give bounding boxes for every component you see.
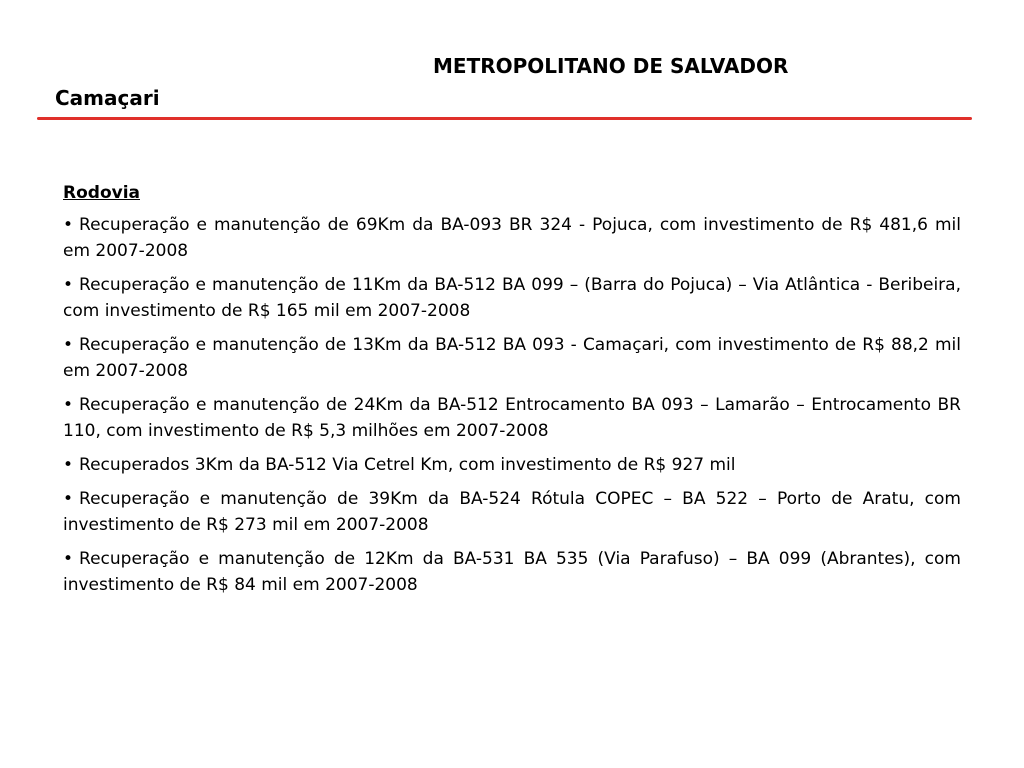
bullet-icon: • — [63, 215, 74, 235]
content-area — [63, 180, 961, 606]
list-item — [63, 546, 961, 598]
list-item-text: Recuperação e manutenção de 24Km da BA-512 Entrocamento BA 093 – Lamarão – Entrocamento BR 110, com investimento de R$ 5,3 milhões em 2007-2008 — [63, 395, 961, 441]
list-item-text: Recuperação e manutenção de 69Km da BA-093 BR 324 - Pojuca, com investimento de R$ 481,6 mil em 2007-2008 — [63, 215, 961, 261]
section-heading: Rodovia — [63, 183, 140, 203]
bullet-icon: • — [63, 549, 74, 569]
bullet-icon: • — [63, 455, 74, 475]
bullet-icon: • — [63, 275, 74, 295]
list-item — [63, 486, 961, 538]
list-item — [63, 452, 961, 478]
list-item-text: Recuperação e manutenção de 13Km da BA-512 BA 093 - Camaçari, com investimento de R$ 88,2 mil em 2007-2008 — [63, 335, 961, 381]
list-item — [63, 332, 961, 384]
page-subtitle: Camaçari — [55, 86, 160, 110]
list-item-text: Recuperação e manutenção de 11Km da BA-512 BA 099 – (Barra do Pojuca) – Via Atlântica - Beribeira, com investimento de R$ 165 mil em 2007-2008 — [63, 275, 961, 321]
list-item-text: Recuperação e manutenção de 39Km da BA-524 Rótula COPEC – BA 522 – Porto de Aratu, com investimento de R$ 273 mil em 2007-2008 — [63, 489, 961, 535]
bullet-list — [63, 212, 961, 598]
list-item-text: Recuperação e manutenção de 12Km da BA-531 BA 535 (Via Parafuso) – BA 099 (Abrantes), com investimento de R$ 84 mil em 2007-2008 — [63, 549, 961, 595]
list-item — [63, 212, 961, 264]
header-divider — [37, 117, 972, 120]
bullet-icon: • — [63, 395, 74, 415]
bullet-icon: • — [63, 489, 74, 509]
bullet-icon: • — [63, 335, 74, 355]
page-title: METROPOLITANO DE SALVADOR — [433, 54, 789, 78]
list-item — [63, 272, 961, 324]
list-item — [63, 392, 961, 444]
list-item-text: Recuperados 3Km da BA-512 Via Cetrel Km, com investimento de R$ 927 mil — [79, 455, 736, 475]
